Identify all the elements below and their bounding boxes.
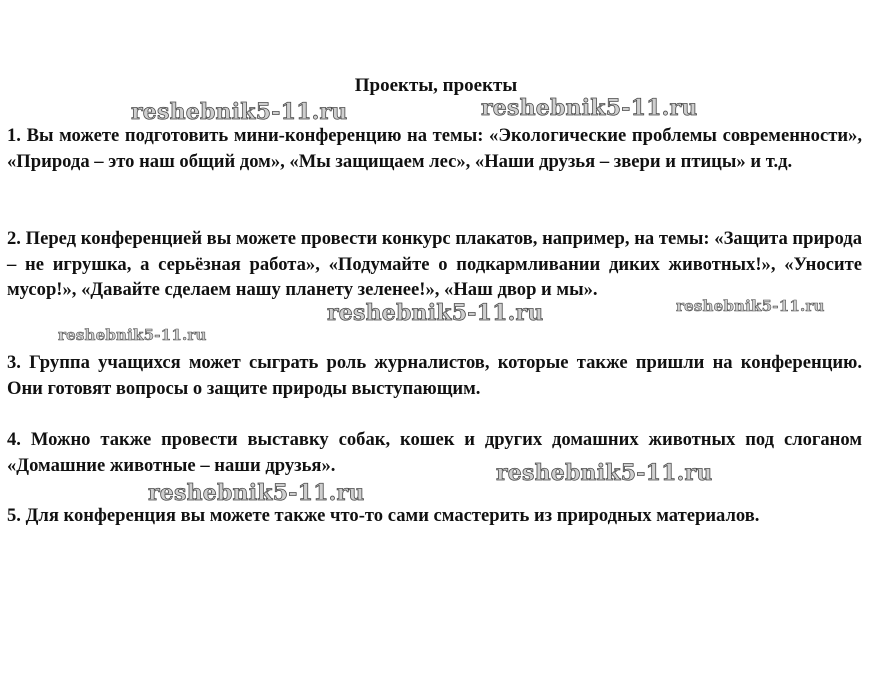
watermark: reshebnik5-11.ru (481, 95, 698, 121)
watermark: reshebnik5-11.ru (676, 297, 825, 315)
watermark: reshebnik5-11.ru (496, 460, 713, 486)
paragraph-2: 2. Перед конференцией вы можете провести конкурс плакатов, например, на темы: «Защита природа – не игрушка, а серьёзная работа», «Подумайте о подкармливании диких животных!», «Уносите мусор!», «Давайте сделаем нашу планету зеленее!», «Наш двор и мы». (7, 228, 862, 300)
watermark: reshebnik5-11.ru (131, 99, 348, 125)
page-title: Проекты, проекты (354, 75, 518, 96)
watermark: reshebnik5-11.ru (148, 480, 365, 506)
paragraph-1: 1. Вы можете подготовить мини-конференцию на темы: «Экологические проблемы современности», «Природа – это наш общий дом», «Мы защищаем лес», «Наши друзья – звери и птицы» и т.д. (7, 125, 862, 172)
watermark: reshebnik5-11.ru (327, 300, 544, 326)
paragraph-4: 4. Можно также провести выставку собак, кошек и других домашних животных под слоганом «Домашние животные – наши друзья». (7, 429, 862, 476)
paragraph-5: 5. Для конференция вы можете также что-то сами смастерить из природных материалов. (7, 505, 760, 526)
watermark: reshebnik5-11.ru (58, 326, 207, 344)
paragraph-3: 3. Группа учащихся может сыграть роль журналистов, которые также пришли на конференцию. Они готовят вопросы о защите природы выступающим. (7, 352, 862, 399)
